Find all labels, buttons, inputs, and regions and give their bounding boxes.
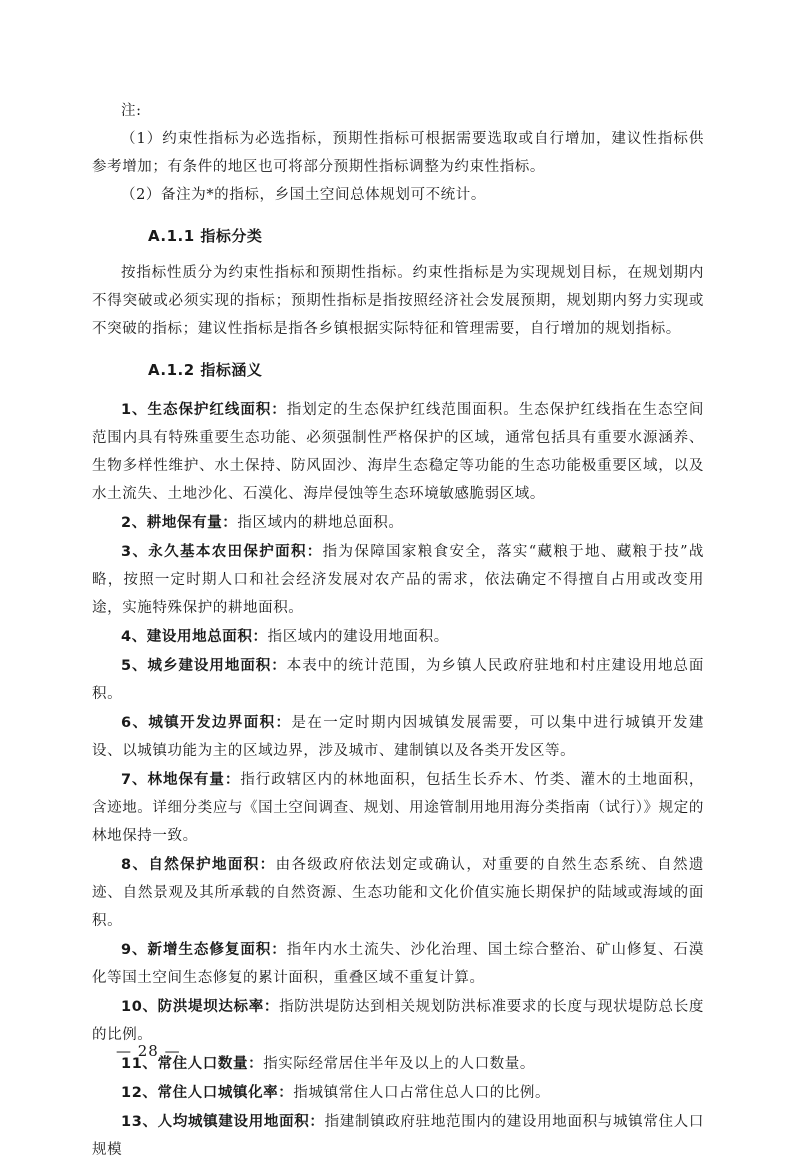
definition-term: 1、生态保护红线面积： (121, 402, 287, 418)
definition-item (92, 396, 704, 508)
definitions-list (92, 396, 704, 1165)
definition-text: 指行政辖区内的林地面积，包括生长乔木、竹类、灌木的土地面积，含迹地。详细分类应与《国土空间调查、规划、用途管制用地用海分类指南（试行）》规定的林地保持一致。 (92, 772, 705, 844)
section-a11 (92, 222, 704, 250)
definition-text: 是在一定时期内因城镇发展需要，可以集中进行城镇开发建设、以城镇功能为主的区域边界，涉及城市、建制镇以及各类开发区等。 (92, 715, 704, 759)
definition-item (92, 851, 704, 935)
definition-item (92, 538, 704, 622)
definition-item (92, 766, 704, 850)
definition-text: 本表中的统计范围，为乡镇人民政府驻地和村庄建设用地总面积。 (92, 658, 704, 702)
definition-text: 指实际经常居住半年及以上的人口数量。 (263, 1056, 535, 1072)
definition-item (92, 509, 704, 537)
definition-item (92, 993, 704, 1049)
definition-text: 指区域内的建设用地面积。 (267, 629, 449, 645)
section-a12-heading: A.1.2 指标涵义 (148, 361, 263, 379)
definition-text: 指建制镇政府驻地范围内的建设用地面积与城镇常住人口规模 (92, 1114, 705, 1158)
definition-text: 指划定的生态保护红线范围面积。生态保护红线指在生态空间范围内具有特殊重要生态功能、必须强制性严格保护的区域，通常包括具有重要水源涵养、生物多样性维护、水土保持、防风固沙、海岸生态稳定等功能的生态功能极重要区域，以及水土流失、土地沙化、石漠化、海岸侵蚀等生态环境敏感脆弱区域。 (92, 402, 704, 502)
section-a11-heading: A.1.1 指标分类 (148, 227, 263, 245)
note-item-1: （1）约束性指标为必选指标，预期性指标可根据需要选取或自行增加，建议性指标供参考增加；有条件的地区也可将部分预期性指标调整为约束性指标。 (92, 131, 704, 175)
section-a11-body (92, 259, 704, 343)
definition-term: 12、常住人口城镇化率： (121, 1085, 294, 1101)
definition-term: 11、常住人口数量： (121, 1056, 264, 1072)
definition-term: 9、新增生态修复面积： (121, 942, 287, 958)
definition-item (92, 1050, 704, 1078)
definition-term: 5、城乡建设用地面积： (121, 658, 287, 674)
definition-term: 3、永久基本农田保护面积： (121, 544, 323, 560)
note-item-2: （2）备注为*的指标，乡国土空间总体规划可不统计。 (121, 187, 486, 203)
definition-item (92, 1108, 704, 1164)
definition-item (92, 936, 704, 992)
definition-term: 6、城镇开发边界面积： (121, 715, 292, 731)
definition-text: 指城镇常住人口占常住总人口的比例。 (293, 1085, 551, 1101)
definition-text: 由各级政府依法划定或确认，对重要的自然生态系统、自然遗迹、自然景观及其所承载的自然资源、生态功能和文化价值实施长期保护的陆域或海域的面积。 (92, 857, 704, 929)
definition-term: 8、自然保护地面积： (121, 857, 276, 873)
notes-label: 注: (121, 103, 142, 119)
definition-term: 2、耕地保有量： (121, 515, 238, 531)
definition-text: 指为保障国家粮食安全，落实“藏粮于地、藏粮于技”战略，按照一定时期人口和社会经济发展对农产品的需求，依法确定不得擅自占用或改变用途，实施特殊保护的耕地面积。 (92, 544, 704, 616)
section-a12 (92, 356, 704, 384)
section-a11-paragraph: 按指标性质分为约束性指标和预期性指标。约束性指标是为实现规划目标，在规划期内不得突破或必须实现的指标；预期性指标是指按照经济社会发展预期，规划期内努力实现或不突破的指标；建议性指标是指各乡镇根据实际特征和管理需要，自行增加的规划指标。 (92, 265, 704, 337)
definition-item (92, 623, 704, 651)
definition-term: 10、防洪堤坝达标率： (121, 999, 280, 1015)
definition-term: 7、林地保有量： (121, 772, 241, 788)
definition-item (92, 1079, 704, 1107)
definition-item (92, 709, 704, 765)
definition-term: 4、建设用地总面积： (121, 629, 268, 645)
definition-term: 13、人均城镇建设用地面积： (121, 1114, 325, 1130)
page-number: — 28 — (116, 1042, 181, 1060)
definition-text: 指防洪堤防达到相关规划防洪标准要求的长度与现状堤防总长度的比例。 (92, 999, 704, 1043)
definition-text: 指年内水土流失、沙化治理、国土综合整治、矿山修复、石漠化等国土空间生态修复的累计面积，重叠区域不重复计算。 (92, 942, 704, 986)
definition-item (92, 652, 704, 708)
definition-text: 指区域内的耕地总面积。 (237, 515, 404, 531)
notes-section (92, 97, 704, 209)
